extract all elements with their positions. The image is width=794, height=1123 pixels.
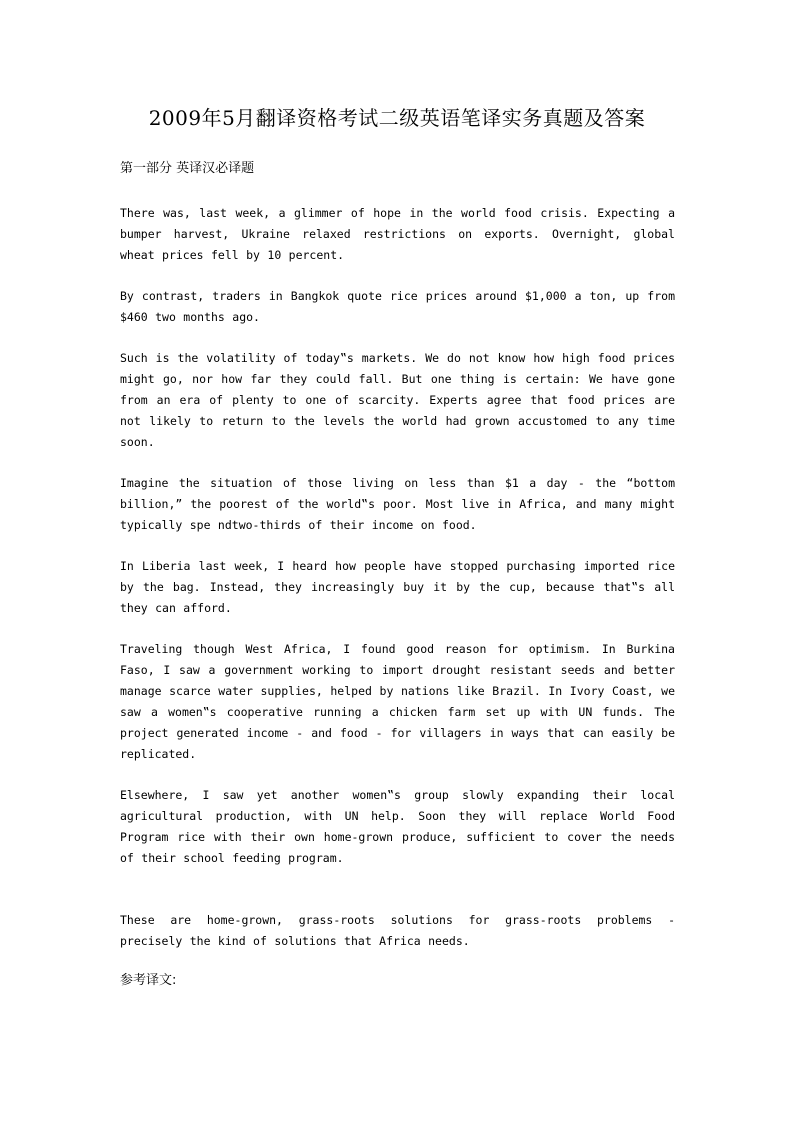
paragraph: There was, last week, a glimmer of hope in the world food crisis. Expecting a bumper harvest, Ukraine relaxed restrictions on exports. Overnight, global wheat prices fell by 10 percent.	[120, 206, 675, 262]
reference-translation-label: 参考译文:	[120, 973, 177, 988]
paragraph: In Liberia last week, I heard how people have stopped purchasing imported rice by the bag. Instead, they increasingly buy it by the cup, because that‟s all they can afford.	[120, 559, 675, 615]
paragraph: By contrast, traders in Bangkok quote rice prices around $1,000 a ton, up from $460 two months ago.	[120, 289, 675, 324]
paragraph: Elsewhere, I saw yet another women‟s group slowly expanding their local agricultural production, with UN help. Soon they will replace World Food Program rice with their own home-grown produce, sufficient to cover the needs of their school feeding program.	[120, 788, 675, 865]
section-heading: 第一部分 英译汉必译题	[120, 161, 255, 176]
paragraph: Such is the volatility of today‟s markets. We do not know how high food prices might go, nor how far they could fall. But one thing is certain: We have gone from an era of plenty to one of scarcity. Experts agree that food prices are not likely to return to the levels the world had grown accustomed to any time soon.	[120, 351, 675, 449]
paragraph: Traveling though West Africa, I found good reason for optimism. In Burkina Faso, I saw a government working to import drought resistant seeds and better manage scarce water supplies, helped by nations like Brazil. In Ivory Coast, we saw a women‟s cooperative running a chicken farm set up with UN funds. The project generated income - and food - for villagers in ways that can easily be replicated.	[120, 642, 675, 761]
paragraph: These are home-grown, grass-roots solutions for grass-roots problems - precisely the kind of solutions that Africa needs.	[120, 913, 675, 948]
document-title: 2009年5月翻译资格考试二级英语笔译实务真题及答案	[148, 106, 646, 130]
paragraph: Imagine the situation of those living on less than $1 a day - the “bottom billion,” the poorest of the world‟s poor. Most live in Africa, and many might typically spe ndtwo-thirds of their income on food.	[120, 476, 675, 532]
